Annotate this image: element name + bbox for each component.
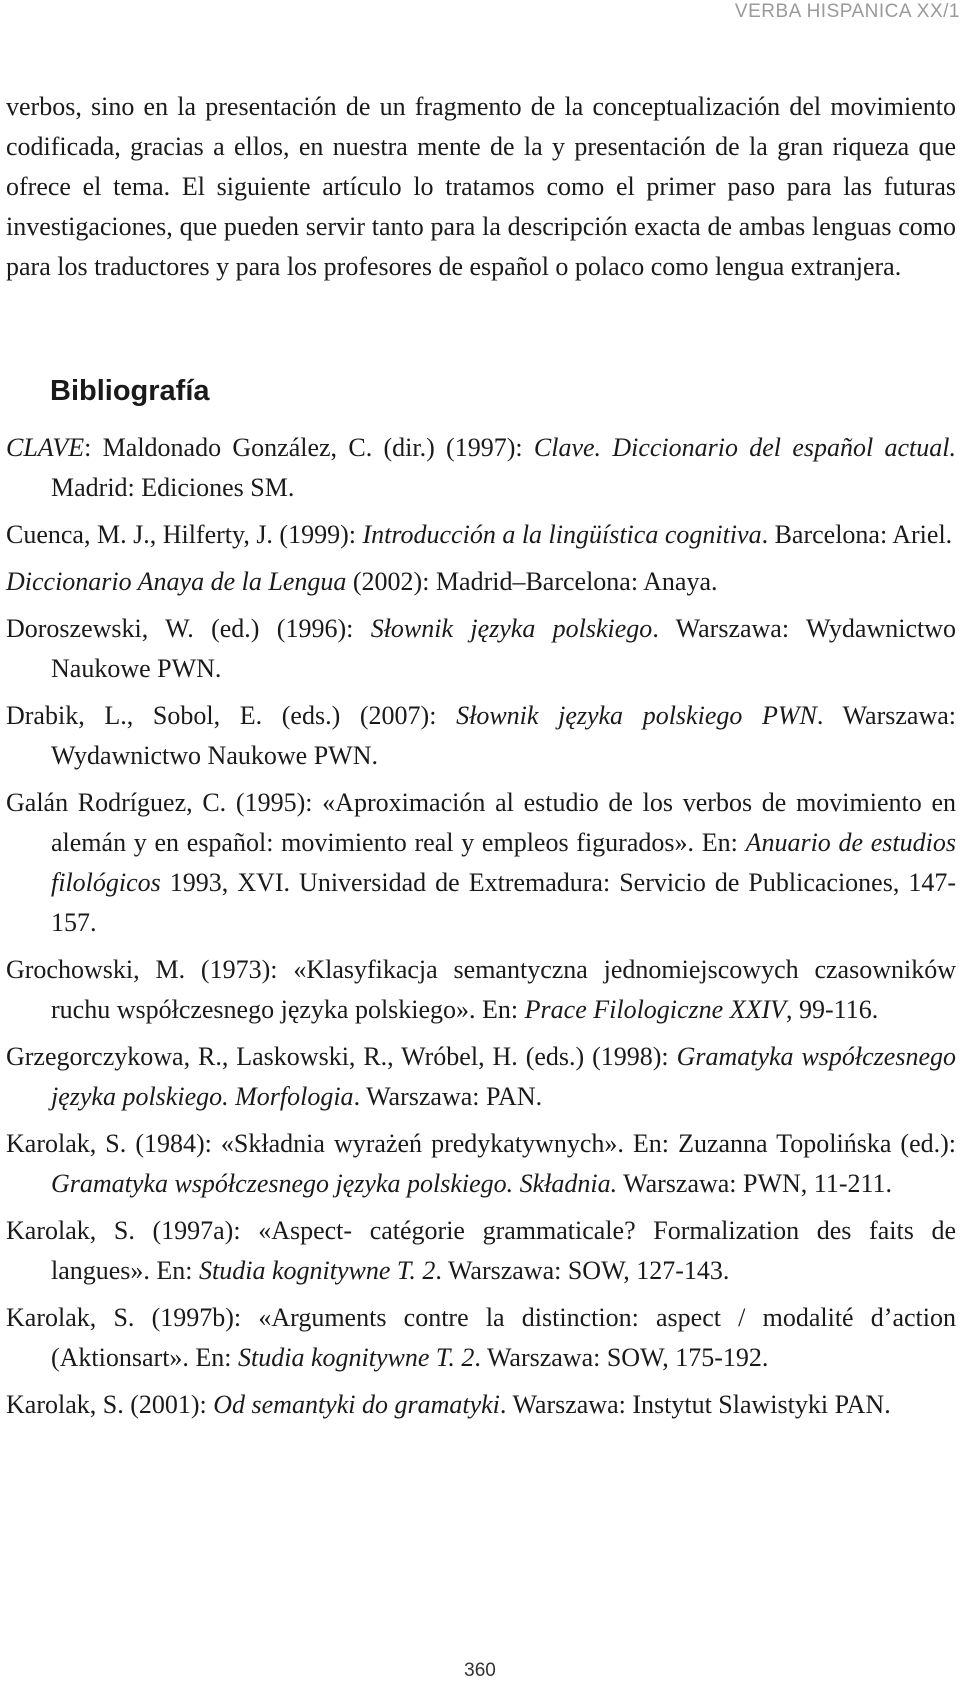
reference-entry: Karolak, S. (1984): «Składnia wyrażeń predykatywnych». En: Zuzanna Topolińska (ed.): Gramatyka współczesnego języka polskiego. Składnia. Warszawa: PWN, 11-211.	[6, 1129, 956, 1198]
reference-entry: Drabik, L., Sobol, E. (eds.) (2007): Słownik języka polskiego PWN. Warszawa: Wydawnictwo Naukowe PWN.	[6, 701, 956, 770]
reference-entry: Grochowski, M. (1973): «Klasyfikacja semantyczna jednomiejscowych czasowników ruchu współczesnego języka polskiego». En: Prace Filologiczne XXIV, 99-116.	[6, 955, 956, 1024]
page-number: 360	[464, 1660, 496, 1681]
reference-entry: Cuenca, M. J., Hilferty, J. (1999): Introducción a la lingüística cognitiva. Barcelona: Ariel.	[6, 520, 953, 549]
running-head-text: VERBA HISPANICA XX/1	[734, 1, 960, 22]
reference-list	[6, 428, 956, 1432]
reference-entry: Karolak, S. (1997b): «Arguments contre la distinction: aspect / modalité d’action (Aktionsart». En: Studia kognitywne T. 2. Warszawa: SOW, 175-192.	[6, 1303, 956, 1372]
reference-entry: Karolak, S. (1997a): «Aspect- catégorie grammaticale? Formalization des faits de langues». En: Studia kognitywne T. 2. Warszawa: SOW, 127-143.	[6, 1216, 956, 1285]
reference-entry: Grzegorczykowa, R., Laskowski, R., Wróbel, H. (eds.) (1998): Gramatyka współczesnego języka polskiego. Morfologia. Warszawa: PAN.	[6, 1042, 957, 1111]
bibliography-heading: Bibliografía	[50, 375, 210, 407]
reference-entry: Diccionario Anaya de la Lengua (2002): Madrid–Barcelona: Anaya.	[6, 567, 718, 596]
reference-entry: Doroszewski, W. (ed.) (1996): Słownik języka polskiego. Warszawa: Wydawnictwo Naukowe PWN.	[6, 614, 957, 683]
reference-entry: Galán Rodríguez, C. (1995): «Aproximación al estudio de los verbos de movimiento en alemán y en español: movimiento real y empleos figurados». En: Anuario de estudios filológicos 1993, XVI. Universidad de Extremadura: Servicio de Publicaciones, 147-157.	[6, 788, 956, 937]
page-content	[6, 87, 956, 287]
running-head	[0, 0, 960, 24]
body-paragraph: verbos, sino en la presentación de un fragmento de la conceptualización del movimiento codificada, gracias a ellos, en nuestra mente de la y presentación de la gran riqueza que ofrece el tema. El siguiente artículo lo tratamos como el primer paso para las futuras investigaciones, que pueden servir tanto para la descripción exacta de ambas lenguas como para los traductores y para los profesores de español o polaco como lengua extranjera.	[6, 92, 956, 281]
reference-entry: CLAVE: Maldonado González, C. (dir.) (1997): Clave. Diccionario del español actual. Madrid: Ediciones SM.	[6, 433, 956, 502]
reference-entry: Karolak, S. (2001): Od semantyki do gramatyki. Warszawa: Instytut Slawistyki PAN.	[6, 1390, 891, 1419]
